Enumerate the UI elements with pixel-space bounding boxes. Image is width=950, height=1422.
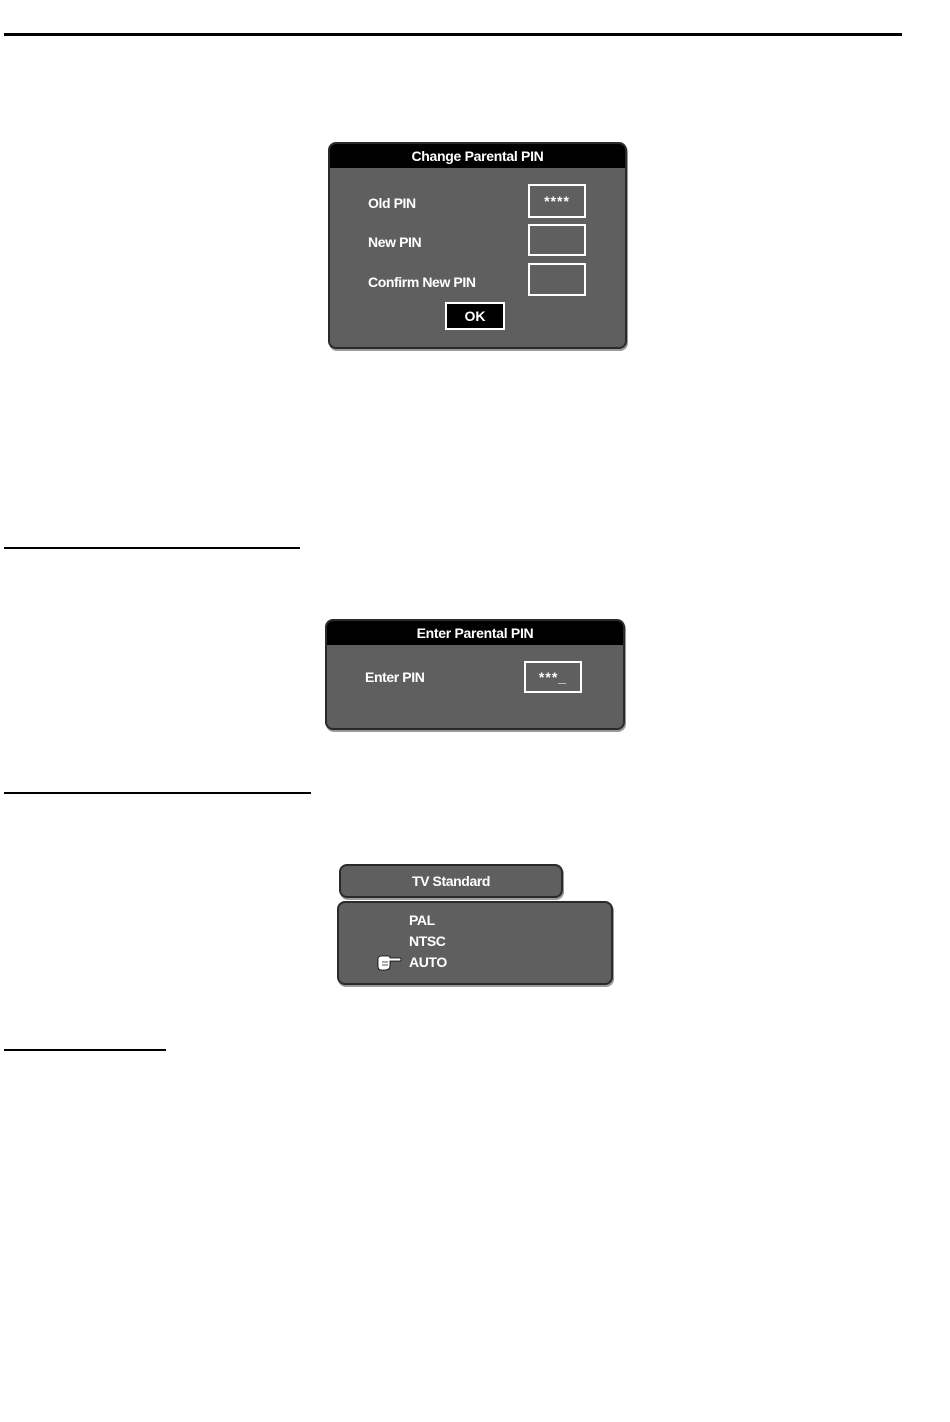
enter-pin-label: Enter PIN (365, 669, 425, 685)
enter-pin-dialog-title: Enter Parental PIN (327, 621, 623, 645)
old-pin-field[interactable]: **** (528, 184, 586, 218)
pointing-hand-icon (376, 955, 402, 976)
confirm-pin-field[interactable] (528, 263, 586, 296)
tv-standard-options-panel (337, 901, 613, 985)
enter-pin-dialog (325, 619, 625, 730)
old-pin-label: Old PIN (368, 195, 416, 211)
ok-button[interactable]: OK (445, 302, 505, 330)
option-auto[interactable]: AUTO (409, 954, 447, 970)
confirm-pin-label: Confirm New PIN (368, 274, 476, 290)
tv-standard-title: TV Standard (339, 864, 563, 898)
new-pin-label: New PIN (368, 234, 422, 250)
section-divider-2 (4, 792, 311, 794)
section-divider-3 (4, 1049, 166, 1051)
change-pin-dialog (328, 142, 627, 349)
new-pin-field[interactable] (528, 224, 586, 256)
enter-pin-field[interactable]: ***_ (524, 661, 582, 693)
page-top-rule (4, 33, 902, 36)
change-pin-dialog-title: Change Parental PIN (330, 144, 625, 168)
option-ntsc[interactable]: NTSC (409, 933, 446, 949)
option-pal[interactable]: PAL (409, 912, 435, 928)
section-divider-1 (4, 547, 300, 549)
